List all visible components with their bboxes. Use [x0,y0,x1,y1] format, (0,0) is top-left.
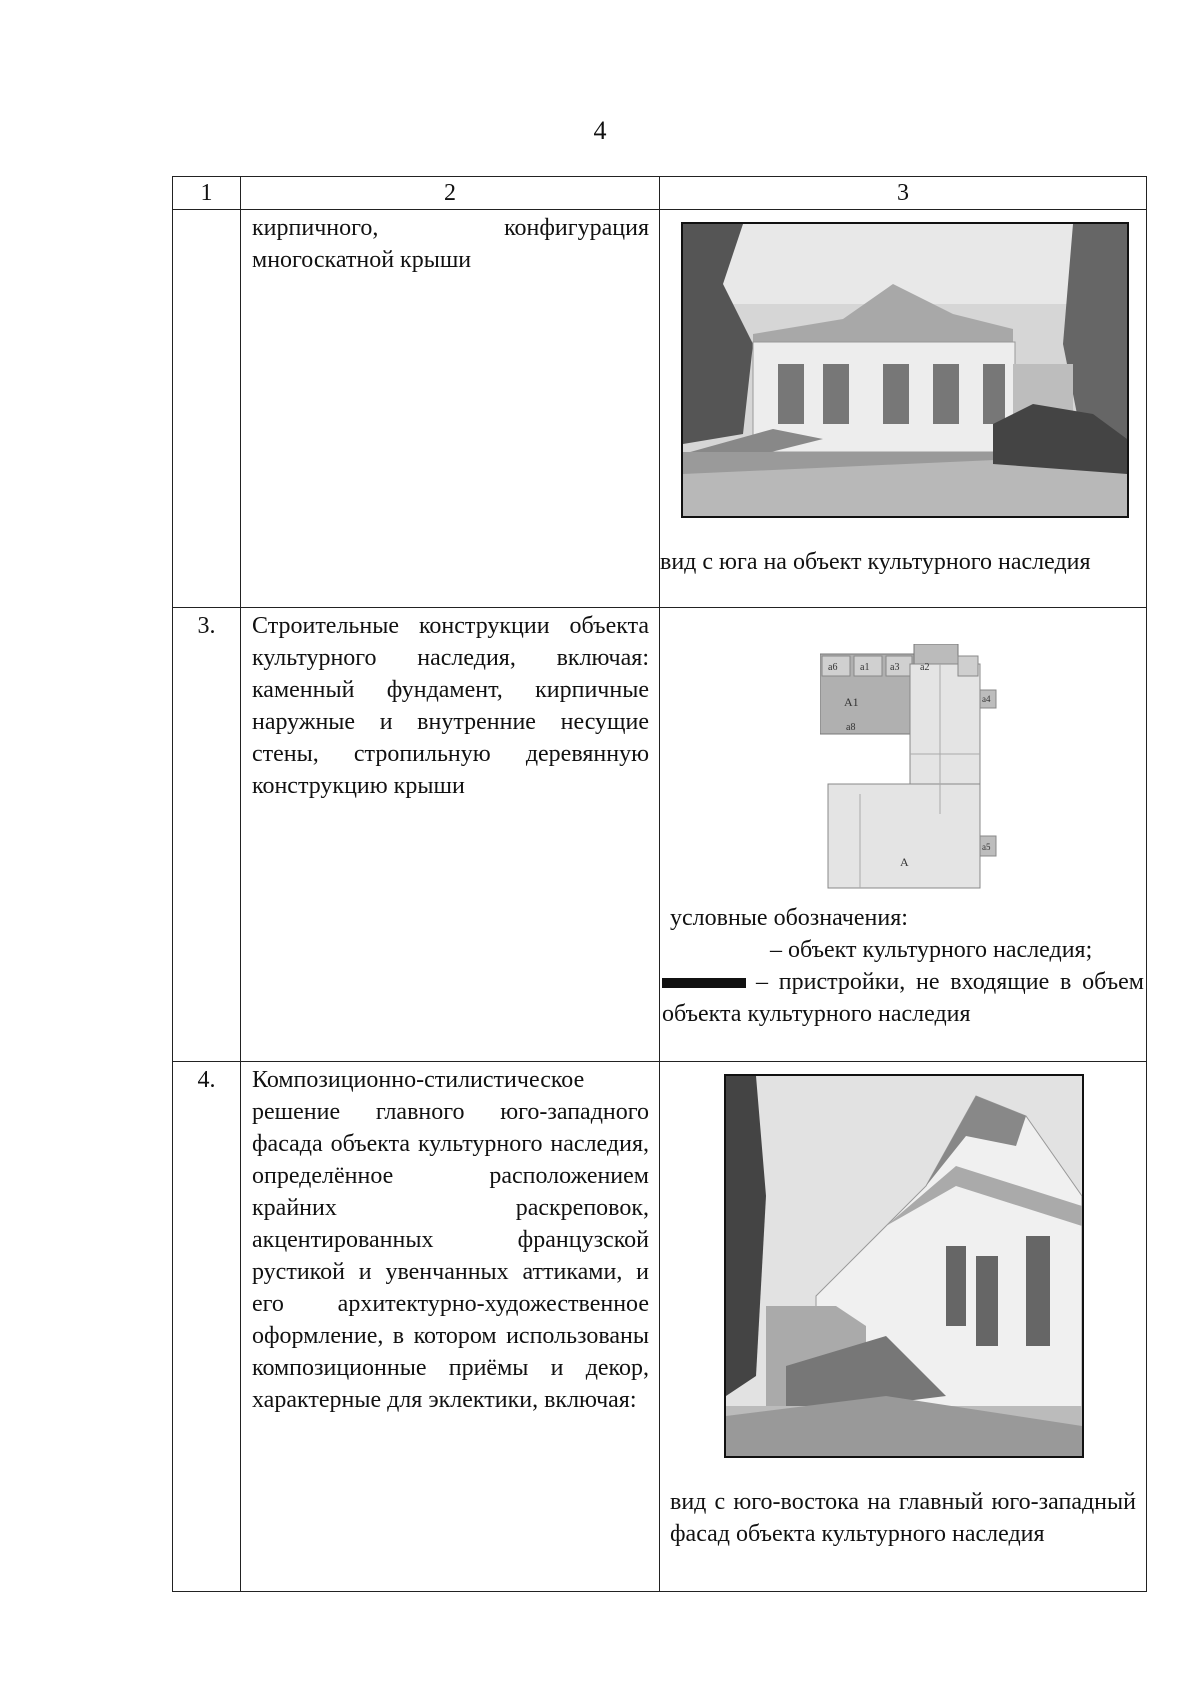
table-row-3 [173,608,1147,1062]
plan-label-a8: а8 [846,722,856,733]
plan-label-a5: а5 [982,842,991,852]
legend-black-swatch [662,978,746,988]
row-description: Композиционно-стилистическое решение главного юго-западного фасада объекта культурного наследия, определённое расположением крайних раскреповок, акцентированных французской рустикой и увенчанных аттиками, и его архитектурно-художественное оформление, в котором использованы композиционные приёмы и декор, характерные для эклектики, включая: [252,1067,649,1413]
row-number: 4. [173,1062,241,1592]
plan-label-a2: а2 [920,662,930,673]
desc-line: многоскатной крыши [252,247,472,273]
photo-caption: вид с юго-востока на главный юго-западный фасад объекта культурного наследия [670,1489,1136,1547]
row-description [241,210,659,276]
table-header-row [173,177,1147,210]
plan-label-A1: А1 [844,695,859,709]
page-number: 4 [593,116,607,145]
plan-label-a3: а3 [890,662,900,673]
header-col-3: 3 [660,177,1147,210]
legend-title: условные обозначения: [670,905,908,931]
header-col-2: 2 [241,177,660,210]
plan-label-A: А [900,855,909,869]
plan-label-a6: а6 [828,662,838,673]
photo-caption: вид с юга на объект культурного наследия [660,549,1091,575]
building-south-image [683,224,1127,516]
desc-line: кирпичного, конфигурация [252,215,649,241]
plan-label-a1: а1 [860,662,870,673]
row-description: Строительные конструкции объекта культурного наследия, включая: каменный фундамент, кирпичные наружные и внутренние несущие стены, стропильную деревянную конструкцию крыши [252,613,649,799]
heritage-table [172,176,1147,1592]
building-southeast-photo [724,1074,1084,1458]
legend-item-object-text: – объект культурного наследия; [770,937,1093,963]
plan-label-a4: а4 [982,694,991,704]
building-southeast-image [726,1076,1082,1456]
legend-item-object [670,934,1136,966]
legend-item-extensions-text: – пристройки, не входящие в объем объекта культурного наследия [662,969,1144,1027]
table-row-continued [173,210,1147,608]
floor-plan-drawing [820,644,998,892]
row-number: 3. [173,608,241,1062]
legend [660,902,1146,966]
table-row-4 [173,1062,1147,1592]
header-col-1: 1 [173,177,241,210]
floor-plan [820,644,998,892]
row-number [173,210,241,608]
legend-item-extensions [660,966,1146,1030]
building-south-photo [681,222,1129,518]
